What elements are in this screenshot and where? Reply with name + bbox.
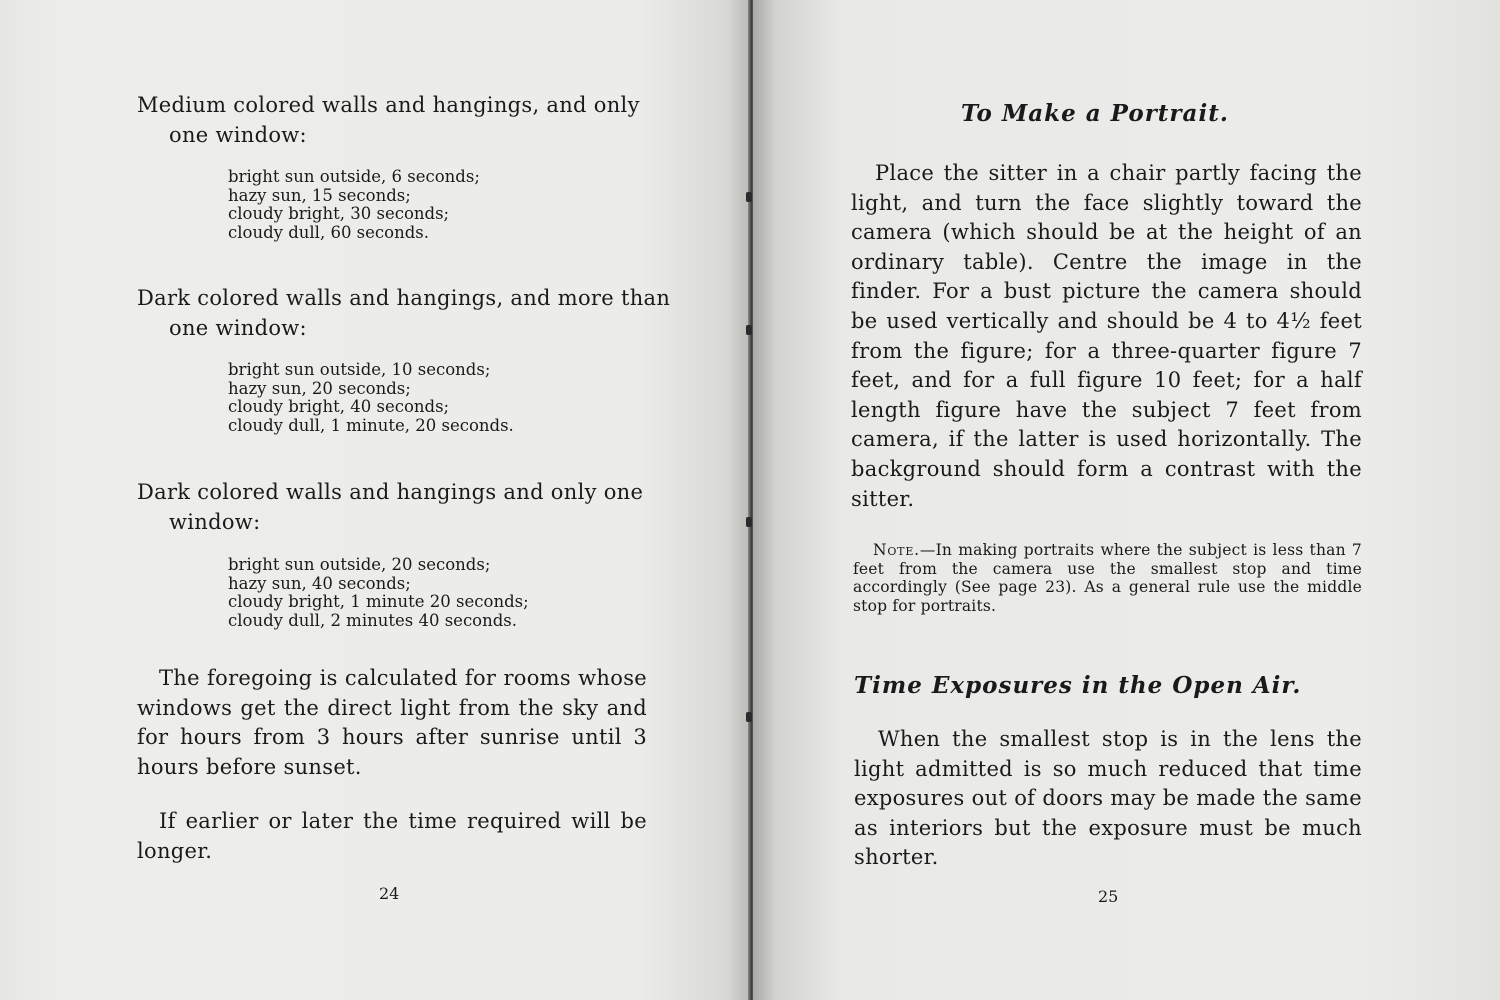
heading-open-air: Time Exposures in the Open Air. [854, 672, 1302, 699]
exposure-item: hazy sun, 40 seconds; [228, 573, 411, 593]
paragraph-open-air: When the smallest stop is in the lens the light admitted is so much reduced that time exposures out of doors may be made the same as interiors but the exposure must be much shorter. [854, 727, 1362, 870]
binding-stitch [746, 517, 752, 527]
paragraph-portrait: Place the sitter in a chair partly facing the light, and turn the face slightly toward the camera (which should be at the height of an ordinary table). Centre the image in the finder. For a bust picture the camera should be used vertically and should be 4 to 4½ feet from the figure; for a three-quarter figure 7 feet, and for a full figure 10 feet; for a half length figure have the subject 7 feet from camera, if the latter is used horizontally. The background should form a contrast with the sitter. [851, 161, 1362, 511]
section-heading-medium-one-window: Medium colored walls and hangings, and only one window: [137, 93, 640, 147]
binding-stitch [746, 325, 752, 335]
exposure-list-medium-one-window [228, 168, 480, 242]
exposure-list-dark-more-windows [228, 361, 514, 435]
note-text: —In making portraits where the subject is less than 7 feet from the camera use the smallest stop and time accordingly (See page 23). As a general rule use the middle stop for portraits. [853, 541, 1362, 615]
exposure-item: hazy sun, 15 seconds; [228, 185, 411, 205]
exposure-item: cloudy bright, 1 minute 20 seconds; [228, 592, 529, 612]
heading-make-portrait: To Make a Portrait. [961, 100, 1229, 127]
paragraph-foregoing: The foregoing is calculated for rooms whose windows get the direct light from the sky and for hours from 3 hours after sunrise until 3 hours before sunset. [137, 666, 647, 779]
exposure-item: cloudy dull, 1 minute, 20 seconds. [228, 415, 514, 435]
note-label: Note. [873, 541, 920, 559]
exposure-item: cloudy dull, 60 seconds. [228, 222, 429, 242]
section-heading-dark-more-windows: Dark colored walls and hangings, and more than one window: [137, 286, 671, 340]
note-portraits [853, 541, 1362, 615]
exposure-item: hazy sun, 20 seconds; [228, 378, 411, 398]
section-heading-dark-one-window: Dark colored walls and hangings and only one window: [137, 480, 644, 534]
exposure-item: bright sun outside, 6 seconds; [228, 167, 480, 186]
page-number-right: 25 [1098, 887, 1119, 906]
page-number-left: 24 [379, 884, 400, 903]
exposure-item: bright sun outside, 20 seconds; [228, 555, 491, 574]
binding-stitch [746, 712, 752, 722]
exposure-item: cloudy dull, 2 minutes 40 seconds. [228, 610, 518, 630]
right-page [753, 0, 1500, 1000]
paragraph-earlier-later: If earlier or later the time required will be longer. [137, 809, 647, 863]
binding-stitch [746, 192, 752, 202]
exposure-list-dark-one-window [228, 556, 529, 630]
exposure-item: cloudy bright, 40 seconds; [228, 397, 450, 417]
exposure-item: cloudy bright, 30 seconds; [228, 204, 450, 224]
exposure-item: bright sun outside, 10 seconds; [228, 360, 491, 379]
